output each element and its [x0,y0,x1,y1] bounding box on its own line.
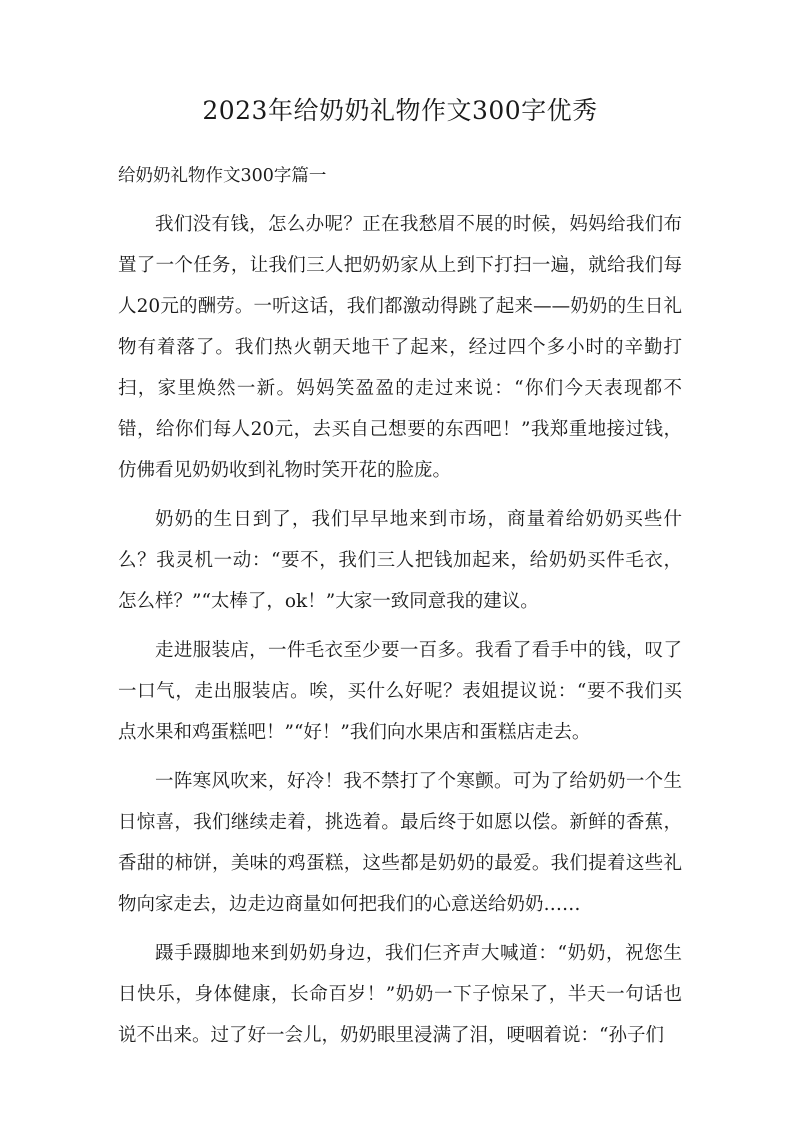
document-title: 2023年给奶奶礼物作文300字优秀 [202,96,598,125]
paragraph-4: 一阵寒风吹来，好冷！我不禁打了个寒颤。可为了给奶奶一个生日惊喜，我们继续走着，挑选着。最后终于如愿以偿。新鲜的香蕉，香甜的柿饼，美味的鸡蛋糕，这些都是奶奶的最爱。我们提着这些礼物向家走去，边走边商量如何把我们的心意送给奶奶…… [118,771,682,915]
paragraph-1: 我们没有钱，怎么办呢？正在我愁眉不展的时候，妈妈给我们布置了一个任务，让我们三人把奶奶家从上到下打扫一遍，就给我们每人20元的酬劳。一听这话，我们都激动得跳了起来——奶奶的生日礼物有着落了。我们热火朝天地干了起来，经过四个多小时的辛勤打扫，家里焕然一新。妈妈笑盈盈的走过来说：“你们今天表现都不错，给你们每人20元，去买自己想要的东西吧！”我郑重地接过钱，仿佛看见奶奶收到礼物时笑开花的脸庞。 [118,214,682,481]
paragraph-3: 走进服装店，一件毛衣至少要一百多。我看了看手中的钱，叹了一口气，走出服装店。唉，买什么好呢？表姐提议说：“要不我们买点水果和鸡蛋糕吧！”“好！”我们向水果店和蛋糕店走去。 [118,640,682,743]
paragraph-5: 蹑手蹑脚地来到奶奶身边，我们仨齐声大喊道：“奶奶，祝您生日快乐，身体健康，长命百岁！”奶奶一下子惊呆了，半天一句话也说不出来。过了好一会儿，奶奶眼里浸满了泪，哽咽着说：“孙子们 [118,943,682,1046]
paragraph-2: 奶奶的生日到了，我们早早地来到市场，商量着给奶奶买些什么？我灵机一动：“要不，我们三人把钱加起来，给奶奶买件毛衣，怎么样？”“太棒了，ok！”大家一致同意我的建议。 [118,509,682,612]
section-heading: 给奶奶礼物作文300字篇一 [118,166,327,186]
